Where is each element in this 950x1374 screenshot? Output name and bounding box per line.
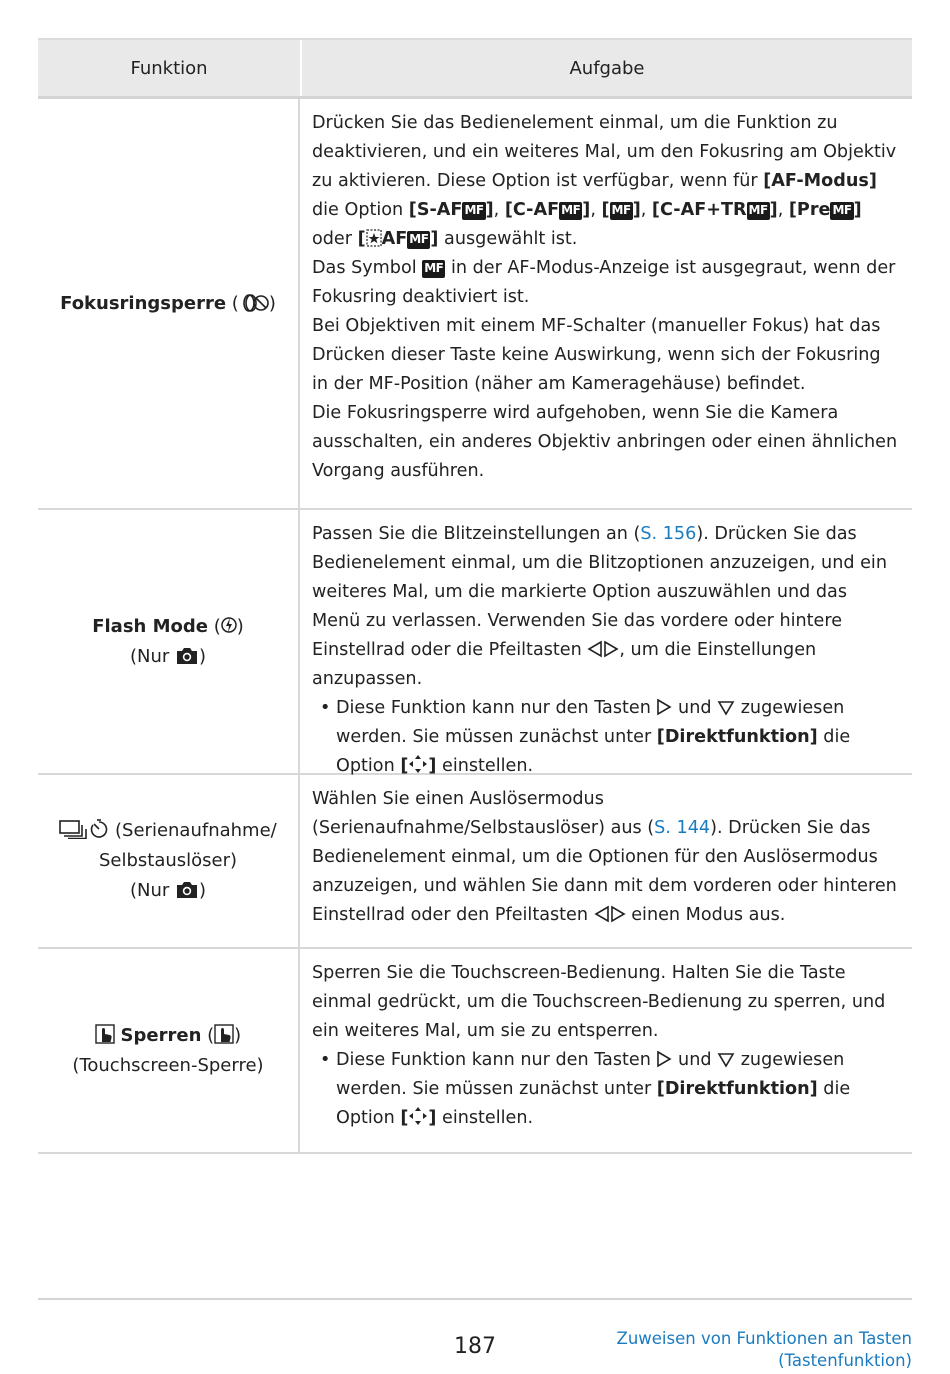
table-row <box>38 775 912 949</box>
four-way-arrows-icon <box>408 1106 428 1126</box>
arrow-down-icon <box>717 700 735 716</box>
header-function: Funktion <box>38 40 302 96</box>
paragraph: Drücken Sie das Bedienelement einmal, um die Funktion zu deaktivieren, und ein weiteres Mal, um den Fokusring am Objektiv zu aktivieren. Diese Option ist verfügbar, wenn für [AF-Modus] die Option [S-AF MF ], [C-AF MF ], [ MF ], [C-AF+TR MF ], [Pre MF ] oder [ AF MF ] ausgewählt ist. <box>312 113 897 249</box>
page-link[interactable]: S. 144 <box>654 818 711 838</box>
mf-icon: MF <box>559 202 582 220</box>
arrow-right-icon <box>610 905 626 923</box>
row-function-cell: Fokusringsperre ( ) <box>38 99 300 508</box>
row-task-cell <box>300 775 912 947</box>
self-timer-icon <box>89 819 109 839</box>
row-task-cell <box>300 949 912 1152</box>
row-task-cell <box>300 510 912 776</box>
row-function-cell: (Serienaufnahme/ Selbstauslöser) (Nur ) <box>38 775 300 947</box>
paragraph: Bei Objektiven mit einem MF-Schalter (manueller Fokus) hat das Drücken dieser Taste keine Auswirkung, wenn sich der Fokusring in der MF-Position (näher am Kameragehäuse) befindet. <box>312 316 881 394</box>
table-row <box>38 949 912 1154</box>
header-task: Aufgabe <box>569 57 645 79</box>
mf-icon: MF <box>407 231 430 249</box>
star-icon <box>366 229 382 247</box>
row-function-cell: Sperren ( ) (Touchscreen-Sperre) <box>38 949 300 1152</box>
row-function-cell: Flash Mode ( ) (Nur ) <box>38 510 300 773</box>
touch-lock-icon <box>95 1024 115 1044</box>
function-name: Sperren <box>120 1024 202 1046</box>
touch-lock-icon <box>214 1024 234 1044</box>
arrow-right-icon <box>656 1050 672 1068</box>
mf-icon: MF <box>422 260 445 278</box>
bullet-item: • Diese Funktion kann nur den Tasten und zugewiesen werden. Sie müssen zunächst unter [Direktfunktion] die Option [ ] einstellen. <box>312 694 898 781</box>
focus-ring-lock-icon <box>239 294 269 312</box>
bullet-item: • Diese Funktion kann nur den Tasten und zugewiesen werden. Sie müssen zunächst unter [Direktfunktion] die Option [ ] einstellen. <box>312 1046 898 1133</box>
mf-icon: MF <box>830 202 853 220</box>
paragraph: Wählen Sie einen Auslösermodus (Serienaufnahme/Selbstauslöser) aus (S. 144). Drücken Sie das Bedienelement einmal, um die Optionen für den Auslösermodus anzuzeigen, und wählen Sie dann mit dem vorderen oder hinteren Einstellrad oder den Pfeiltasten einen Modus aus. <box>312 789 897 925</box>
footer-divider <box>38 1298 912 1300</box>
mf-icon: MF <box>610 202 633 220</box>
page-number: 187 <box>454 1334 496 1359</box>
row-task-cell <box>300 99 912 508</box>
flash-icon <box>221 615 237 635</box>
mf-icon: MF <box>462 202 485 220</box>
arrow-right-icon <box>656 698 672 716</box>
section-title-link[interactable]: Zuweisen von Funktionen an Tasten (Tastenfunktion) <box>616 1329 912 1370</box>
function-table <box>38 38 912 1154</box>
page-link[interactable]: S. 156 <box>640 524 697 544</box>
paragraph: Das Symbol MF in der AF-Modus-Anzeige ist ausgegraut, wenn der Fokusring deaktiviert ist. <box>312 258 896 307</box>
mf-icon: MF <box>747 202 770 220</box>
paragraph: Die Fokusringsperre wird aufgehoben, wenn Sie die Kamera ausschalten, ein anderes Objektiv anbringen oder einen ähnlichen Vorgang ausführen. <box>312 403 898 481</box>
paragraph: Sperren Sie die Touchscreen-Bedienung. Halten Sie die Taste einmal gedrückt, um die Touchscreen-Bedienung zu sperren, und ein weiteres Mal, um sie zu entsperren. <box>312 963 886 1041</box>
table-header <box>38 38 912 99</box>
table-row <box>38 510 912 775</box>
arrow-left-icon <box>587 640 603 658</box>
camera-icon <box>175 880 199 899</box>
arrow-down-icon <box>717 1052 735 1068</box>
function-name: Flash Mode <box>92 615 208 637</box>
arrow-left-icon <box>594 905 610 923</box>
table-row <box>38 99 912 510</box>
function-name: Fokusringsperre <box>60 292 227 314</box>
sequential-shooting-icon <box>59 819 89 839</box>
camera-icon <box>175 646 199 665</box>
four-way-arrows-icon <box>408 754 428 774</box>
paragraph: Passen Sie die Blitzeinstellungen an (S. 156). Drücken Sie das Bedienelement einmal, um die Blitzoptionen anzuzeigen, und ein weiteres Mal, um die markierte Option auszuwählen und das Menü zu verlassen. Verwenden Sie das vordere oder hintere Einstellrad oder die Pfeiltasten , um die Einstellungen anzupassen. <box>312 524 887 689</box>
arrow-right-icon <box>603 640 619 658</box>
function-name: (Serienaufnahme/ <box>115 820 277 841</box>
